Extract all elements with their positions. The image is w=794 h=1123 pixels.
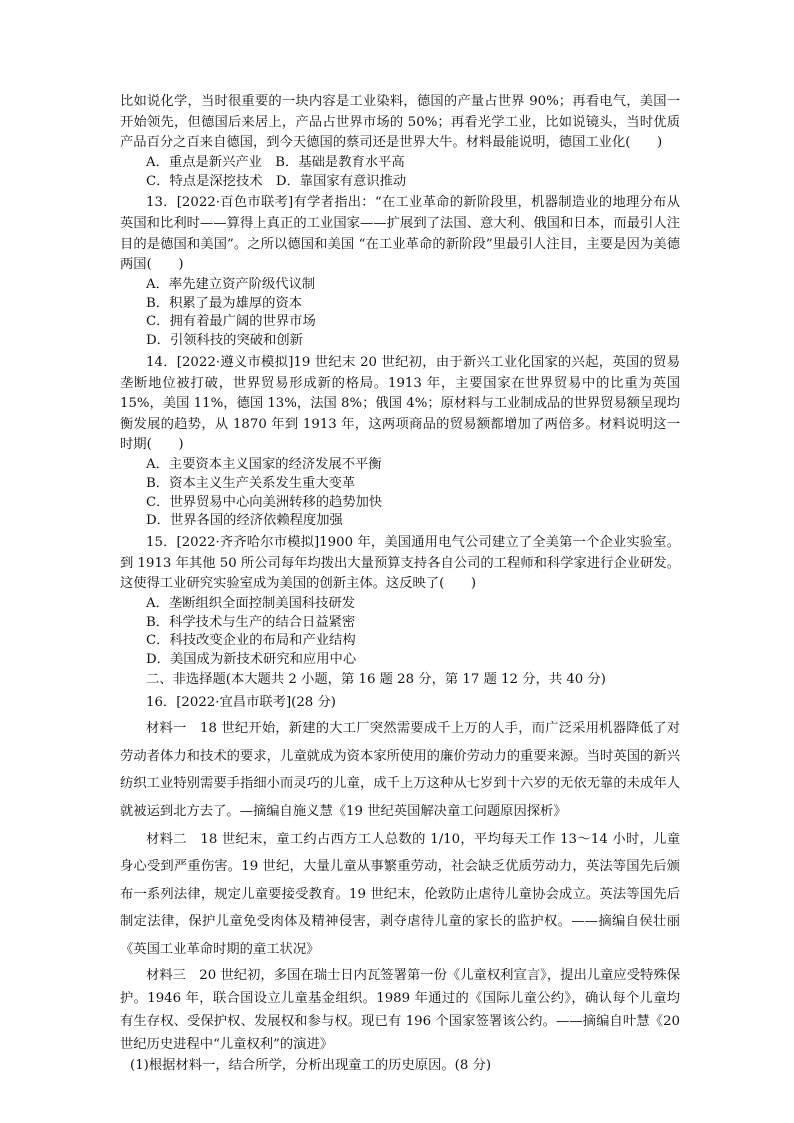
q14-option-d: D．世界各国的经济依赖程度加强 [146,513,343,529]
q16-material-2: 材料二 18 世纪末，童工约占西方工人总数的 1/10，平均每天工作 13～14 小时，儿童身心受到严重伤害。19 世纪，大量儿童从事繁重劳动，社会缺乏优质劳动力，英法等国先后颁布一系列法律，规定儿童要接受教育。19 世纪末，伦敦防止虐待儿童协会成立。英法等国先后制定法律，保护儿童免受肉体及精神侵害，剥夺虐待儿童的家长的监护权。——摘编自侯壮丽《英国工业革命时期的童工状况》 [120,831,680,957]
q16-subquestion-1: (1)根据材料一，结合所学，分析出现童工的历史原因。(8 分) [130,1057,492,1073]
section-heading: 二、非选择题(本大题共 2 小题，第 16 题 28 分，第 17 题 12 分，共 40 分) [146,672,606,688]
q15-option-a: A．垄断组织全面控制美国科技研发 [146,595,356,611]
q13-option-a: A．率先建立资产阶级代议制 [146,276,316,292]
q14-option-b: B．资本主义生产关系发生重大变革 [146,475,356,491]
q13-option-b: B．积累了最为雄厚的资本 [146,295,303,311]
q14-option-a: A．主要资本主义国家的经济发展不平衡 [146,456,382,472]
q14-stem: 14．[2022·遵义市模拟]19 世纪末 20 世纪初，由于新兴工业化国家的兴起，英国的贸易垄断地位被打破，世界贸易形成新的格局。1913 年，主要国家在世界贸易中的比重为英国 15%，美国 11%，德国 13%，法国 8%；俄国 4%；原材料与工业制成品的世界贸易额呈现均衡发展的趋势，从 1870 年到 1913 年，这两项商品的贸易额都增加了两倍多。材料说明这一时期( ) [120,354,680,453]
q14-option-c: C．世界贸易中心向美洲转移的趋势加快 [146,494,383,510]
q16-material-3: 材料三 20 世纪初，多国在瑞士日内瓦签署第一份《儿童权利宣言》，提出儿童应受特殊保护。1946 年，联合国设立儿童基金组织。1989 年通过的《国际儿童公约》，确认每个儿童均有生存权、受保护权、发展权和参与权。现已有 196 个国家签署该公约。——摘编自叶慧《20 世纪历史进程中“儿童权利”的演进》 [120,967,680,1052]
exam-page [120,92,680,1076]
q16-material-1: 材料一 18 世纪开始，新建的大工厂突然需要成千上万的人手，而广泛采用机器降低了对劳动者体力和技术的要求，儿童就成为资本家所使用的廉价劳动力的重要来源。当时英国的新兴纺织工业特别需要手指细小而灵巧的儿童，成千上万这种从七岁到十六岁的无依无靠的未成年人就被运到北方去了。—摘编自施义慧《19 世纪英国解决童工问题原因探析》 [120,721,680,820]
q15-option-c: C．科技改变企业的布局和产业结构 [146,633,356,649]
q15-option-d: D．美国成为新技术研究和应用中心 [146,652,357,668]
q12-options-row2: C．特点是深挖技术 D．靠国家有意识推动 [146,173,407,189]
q12-options-row1: A．重点是新兴产业 B．基础是教育水平高 [146,154,405,170]
q16-title: 16．[2022·宜昌市联考](28 分) [146,694,336,710]
q12-stem: 比如说化学，当时很重要的一块内容是工业染料，德国的产量占世界 90%；再看电气，美国一开始领先，但德国后来居上，产品占世界市场的 50%；再看光学工业，比如说镜头，当时优质产品百分之百来自德国，到今天德国的蔡司还是世界大牛。材料最能说明，德国工业化( ) [120,94,680,151]
q15-option-b: B．科学技术与生产的结合日益紧密 [146,614,356,630]
q13-option-d: D．引领科技的突破和创新 [146,333,303,349]
q13-stem: 13．[2022·百色市联考]有学者指出：“在工业革命的新阶段里，机器制造业的地理分布从英国和比利时——算得上真正的工业国家——扩展到了法国、意大利、俄国和日本，而最引人注目的是德国和美国”。之所以德国和美国 “在工业革命的新阶段”里最引人注目，主要是因为美德两国( ) [120,195,680,273]
q13-option-c: C．拥有着最广阔的世界市场 [146,314,316,330]
q15-stem: 15．[2022·齐齐哈尔市模拟]1900 年，美国通用电气公司建立了全美第一个企业实验室。到 1913 年其他 50 所公司每年均拨出大量预算支持各自公司的工程师和科学家进行企业研发。这使得工业研究实验室成为美国的创新主体。这反映了( ) [120,535,680,592]
